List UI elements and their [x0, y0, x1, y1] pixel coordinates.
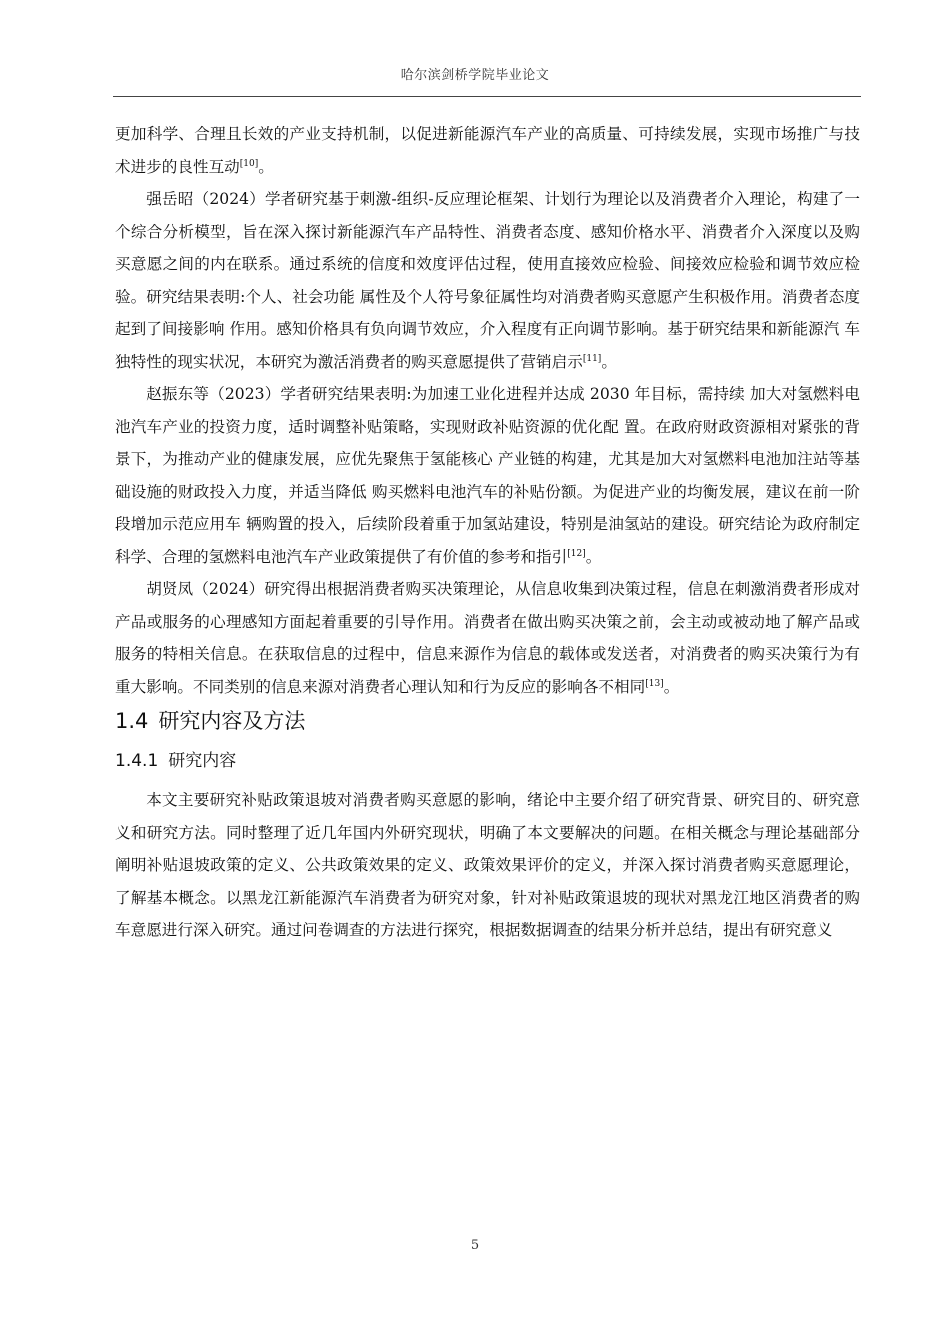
paragraph-tail: 。 — [585, 547, 602, 566]
page-header: 哈尔滨剑桥学院毕业论文 — [400, 68, 550, 83]
paragraph-text: 胡贤凤（2024）研究得出根据消费者购买决策理论，从信息收集到决策过程，信息在刺激消费者形成对产品或服务的心理感知方面起着重要的引导作用。消费者在做出购买决策之前，会主动或被动地了解产品或服务的特相关信息。在获取信息的过程中，信息来源作为信息的载体或发送者，对消费者的购买决策行为有重大影响。不同类别的信息来源对消费者心理认知和行为反应的影响各不相同 — [115, 580, 860, 696]
paragraph-text: 赵振东等（2023）学者研究结果表明:为加速工业化进程并达成 2030 年目标，需持续 加大对氢燃料电池汽车产业的投资力度，适时调整补贴策略，实现财政补贴资源的优化配 置。在政府财政资源相对紧张的背景下，为推动产业的健康发展，应优先聚焦于氢能核心 产业链的构建，尤其是加大对氢燃料电池加注站等基础设施的财政投入力度，并适当降低 购买燃料电池汽车的补贴份额。为促进产业的均衡发展，建议在前一阶段增加示范应用车 辆购置的投入，后续阶段着重于加氢站建设，特别是油氢站的建设。研究结论为政府制定 科学、合理的氢燃料电池汽车产业政策提供了有价值的参考和指引 — [115, 385, 860, 566]
citation-ref: [13] — [645, 678, 664, 689]
paragraph-tail: 。 — [663, 677, 680, 696]
section-title: 研究内容及方法 — [158, 709, 306, 733]
paragraph-text: 更加科学、合理且长效的产业支持机制，以促进新能源汽车产业的高质量、可持续发展，实现市场推广与技术进步的良性互动 — [115, 125, 860, 176]
page-number: 5 — [470, 1238, 480, 1253]
paragraph-tail: 。 — [258, 157, 274, 176]
paragraph-continued — [115, 118, 860, 183]
paragraph-zhao — [115, 378, 860, 573]
header-divider — [113, 96, 861, 97]
paragraph-research-content: 本文主要研究补贴政策退坡对消费者购买意愿的影响，绪论中主要介绍了研究背景、研究目的、研究意义和研究方法。同时整理了近几年国内外研究现状，明确了本文要解决的问题。在相关概念与理论基础部分阐明补贴退坡政策的定义、公共政策效果的定义、政策效果评价的定义，并深入探讨消费者购买意愿理论，了解基本概念。以黑龙江新能源汽车消费者为研究对象，针对补贴政策退坡的现状对黑龙江地区消费者的购车意愿进行深入研究。通过问卷调查的方法进行探究，根据数据调查的结果分析并总结，提出有研究意义 — [115, 791, 860, 939]
subsection-number: 1.4.1 — [115, 751, 159, 771]
subsection-heading — [115, 746, 860, 776]
citation-ref: [12] — [567, 548, 586, 559]
paragraph-text: 强岳昭（2024）学者研究基于刺激-组织-反应理论框架、计划行为理论以及消费者介入理论，构建了一个综合分析模型，旨在深入探讨新能源汽车产品特性、消费者态度、感知价格水平、消费者介入深度以及购买意愿之间的内在联系。通过系统的信度和效度评估过程，使用直接效应检验、间接效应检验和调节效应检验。研究结果表明:个人、社会功能 属性及个人符号象征属性均对消费者购买意愿产生积极作用。消费者态度起到了间接影响 作用。感知价格具有负向调节效应，介入程度有正向调节影响。基于研究结果和新能源汽 车独特性的现实状况，本研究为激活消费者的购买意愿提供了营销启示 — [115, 190, 860, 371]
subsection-title: 研究内容 — [168, 751, 237, 771]
citation-ref: [11] — [582, 353, 602, 364]
section-number: 1.4 — [115, 709, 149, 733]
paragraph-hu — [115, 573, 860, 703]
paragraph-tail: 。 — [601, 352, 617, 371]
citation-ref: [10] — [239, 158, 259, 169]
paragraph-qiang — [115, 183, 860, 378]
main-content — [115, 118, 860, 947]
section-heading — [115, 706, 860, 736]
